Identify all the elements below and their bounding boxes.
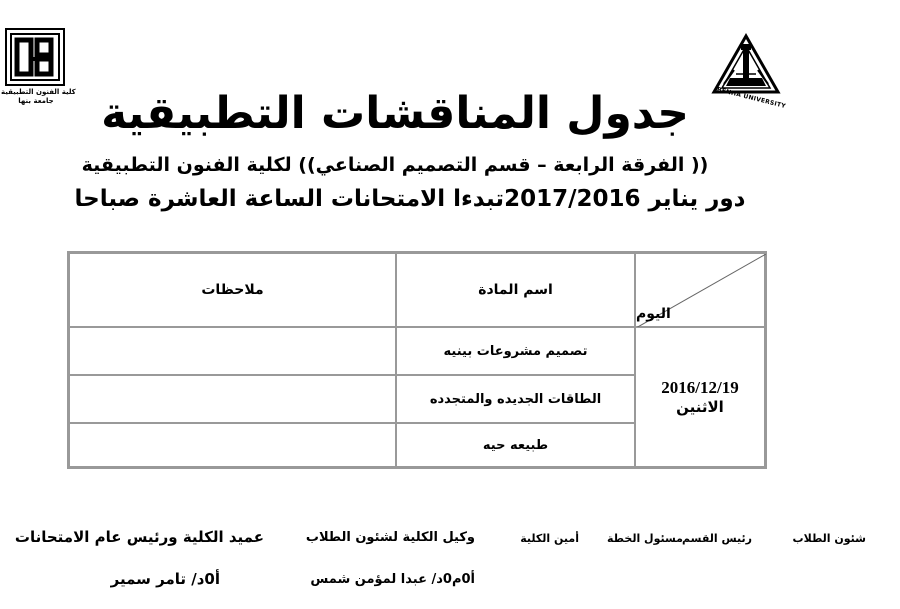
date-cell <box>635 327 765 467</box>
university-logo-text: BENHA UNIVERSITY <box>716 86 787 111</box>
sig-title-plan-officer: مسئول الخطة <box>607 532 683 545</box>
header-notes-label: ملاحظات <box>201 282 264 298</box>
header-notes <box>69 253 396 327</box>
sig-title-college-secretary: أمين الكلية <box>520 532 579 545</box>
header-subject-label: اسم المادة <box>478 282 553 298</box>
faculty-logo-mark <box>5 28 65 86</box>
weekday-text: الاثنين <box>676 398 724 416</box>
header-day-label: اليوم <box>636 306 671 322</box>
subject-cell-2 <box>396 375 635 423</box>
subtitle-line2: دور يناير 2017/2016تبدءا الامتحانات الساعة العاشرة صباحا <box>74 186 746 212</box>
notes-cell-3 <box>69 423 396 467</box>
faculty-caption-line2: جامعة بنها <box>18 97 54 105</box>
notes-cell-2 <box>69 375 396 423</box>
sig-name-vice-dean: أ0م0د/ عبدا لمؤمن شمس <box>310 572 475 587</box>
date-text: 2016/12/19 <box>661 378 739 397</box>
faculty-caption-line1: كلية الفنون التطبيقية <box>1 88 76 96</box>
sig-title-vice-dean: وكيل الكلية لشئون الطلاب <box>305 530 475 545</box>
subtitle-line1: (( الفرقة الرابعة – قسم التصميم الصناعي)) لكلية الفنون التطبيقية <box>81 154 709 176</box>
subject-text-3: طبيعه حيه <box>482 437 549 453</box>
header-day <box>635 253 765 327</box>
sig-title-dean: عميد الكلية ورئيس عام الامتحانات <box>14 528 264 546</box>
subject-text-2: الطاقات الجديده والمتجدده <box>429 391 602 407</box>
header-subject <box>396 253 635 327</box>
notes-cell-1 <box>69 327 396 375</box>
subject-cell-3 <box>396 423 635 467</box>
subject-text-1: تصميم مشروعات بينيه <box>443 343 588 359</box>
subject-cell-1 <box>396 327 635 375</box>
page-title: جدول المناقشات التطبيقية <box>101 88 689 139</box>
sig-title-student-affairs: شئون الطلاب <box>792 532 866 545</box>
sig-name-dean: أ0د/ تامر سمير <box>110 570 220 588</box>
schedule-table <box>67 251 767 469</box>
sig-title-dept-head: رئيس القسم <box>682 532 752 545</box>
